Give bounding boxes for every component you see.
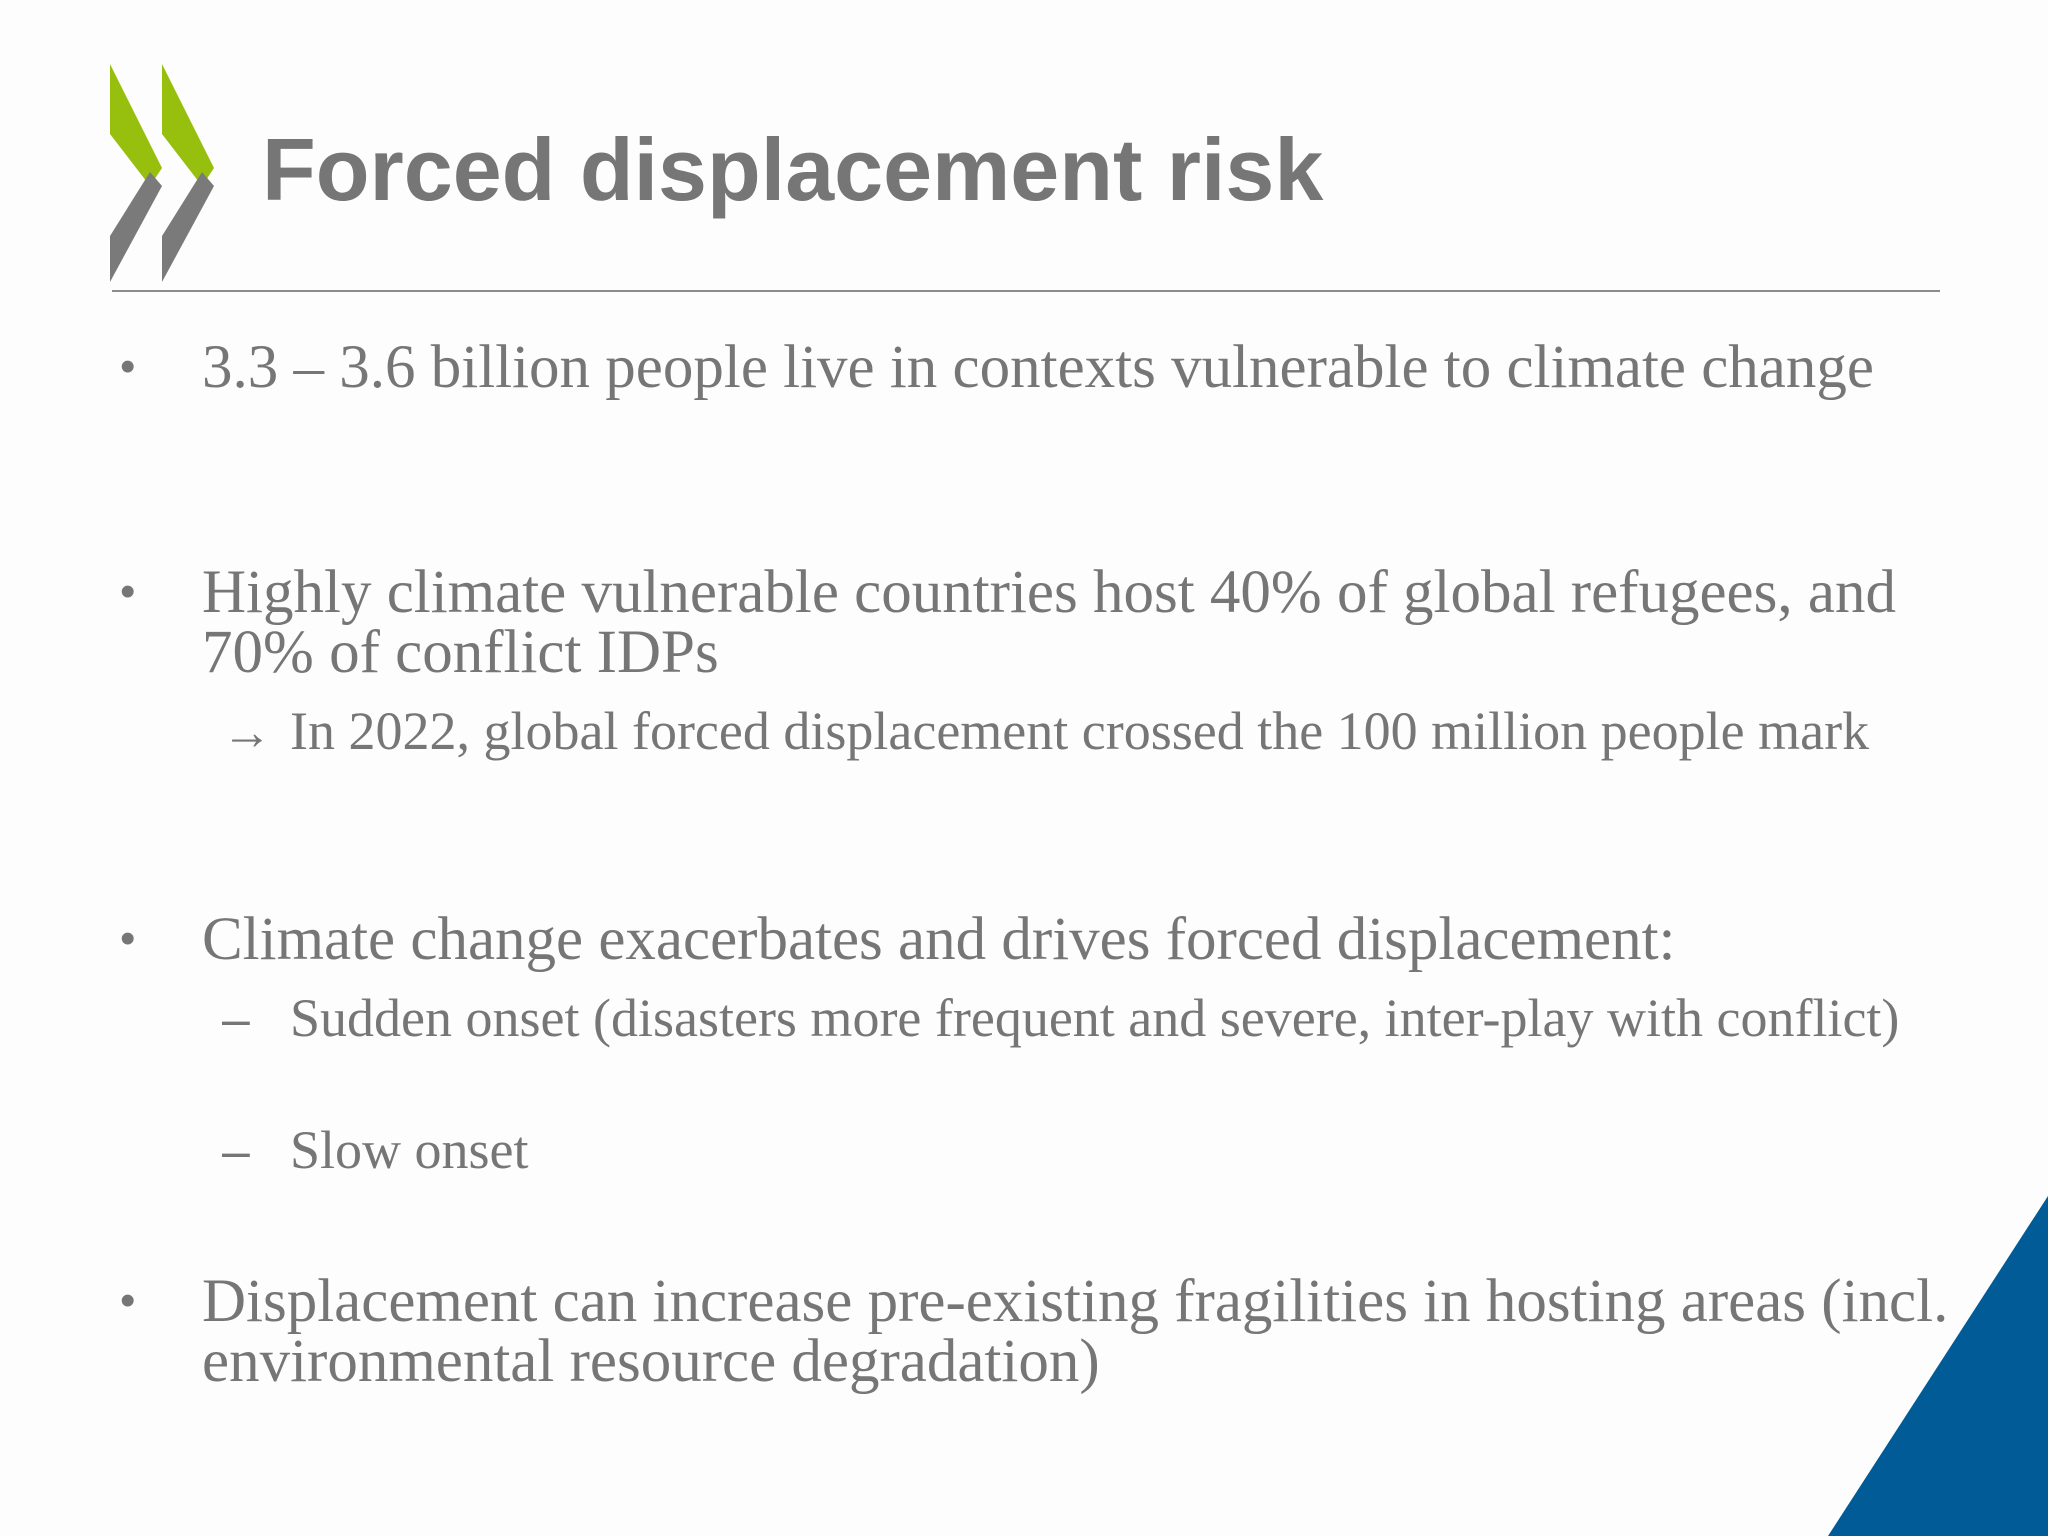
sub-bullet-text: Sudden onset (disasters more frequent and severe, inter-play with conflict): [290, 988, 1900, 1048]
sub-bullet-text: Slow onset: [290, 1120, 529, 1180]
bullet-dot-icon: •: [120, 567, 136, 616]
dash-marker-icon: –: [222, 1123, 250, 1179]
corner-triangle-decoration: [1828, 1196, 2048, 1536]
bullet-text: Climate change exacerbates and drives forced displacement:: [202, 906, 1676, 973]
bullet-dot-icon: •: [120, 1276, 136, 1325]
slide-title: Forced displacement risk: [262, 120, 1324, 219]
arrow-right-icon: →: [222, 704, 272, 760]
bullet-text: 3.3 – 3.6 billion people live in contexts vulnerable to climate change: [202, 334, 1874, 401]
title-divider: [112, 290, 1940, 292]
sub-bullet-text: In 2022, global forced displacement crossed the 100 million people mark: [290, 701, 1870, 761]
dash-marker-icon: –: [222, 991, 250, 1047]
oecd-chevron-logo-icon: [110, 64, 220, 282]
bullet-dot-icon: •: [120, 342, 136, 391]
bullet-text: Highly climate vulnerable countries host 40% of global refugees, and 70% of conflict IDPs: [202, 559, 1896, 686]
bullet-dot-icon: •: [120, 914, 136, 963]
bullet-text: Displacement can increase pre-existing fragilities in hosting areas (incl. environmental resource degradation): [202, 1268, 1949, 1395]
